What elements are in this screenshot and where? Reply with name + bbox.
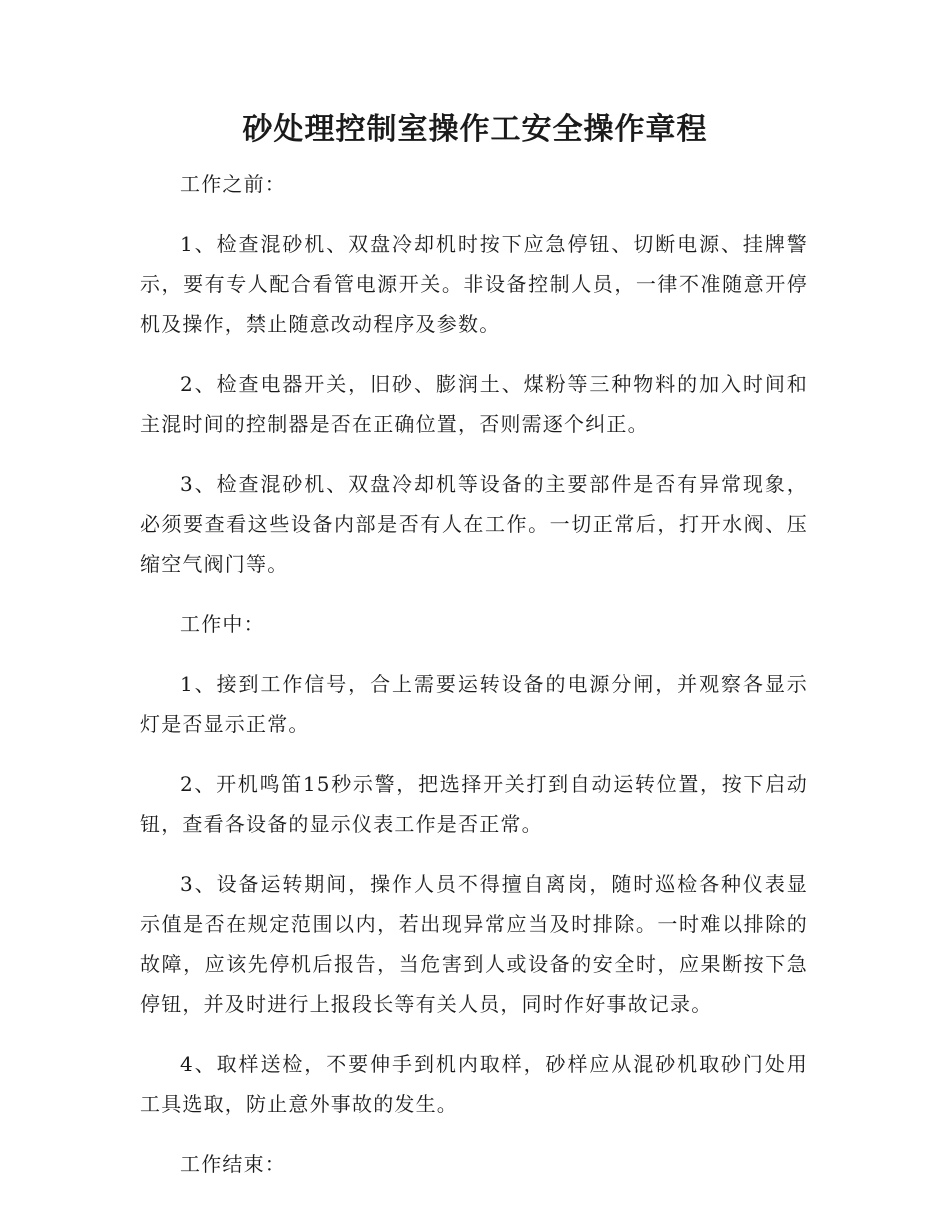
paragraph-during-3: 3、设备运转期间，操作人员不得擅自离岗，随时巡检各种仪表显示值是否在规定范围以内，若出现异常应当及时排除。一时难以排除的故障，应该先停机后报告，当危害到人或设备的安全时，应果断按下急停钮，并及时进行上报段长等有关人员，同时作好事故记录。	[140, 872, 808, 1016]
paragraph-during-1: 1、接到工作信号，合上需要运转设备的电源分闸，并观察各显示灯是否显示正常。	[140, 672, 808, 736]
paragraph-during-2: 2、开机鸣笛15秒示警，把选择开关打到自动运转位置，按下启动钮，查看各设备的显示仪表工作是否正常。	[140, 772, 808, 836]
section-heading-end-of-work: 工作结束：	[180, 1152, 286, 1176]
paragraph-before-3: 3、检查混砂机、双盘冷却机等设备的主要部件是否有异常现象，必须要查看这些设备内部是否有人在工作。一切正常后，打开水阀、压缩空气阀门等。	[140, 472, 808, 576]
section-heading-during-work: 工作中：	[180, 612, 265, 636]
paragraph-before-1: 1、检查混砂机、双盘冷却机时按下应急停钮、切断电源、挂牌警示，要有专人配合看管电源开关。非设备控制人员，一律不准随意开停机及操作，禁止随意改动程序及参数。	[140, 232, 808, 336]
document-body	[140, 164, 808, 1204]
paragraph-during-4: 4、取样送检，不要伸手到机内取样，砂样应从混砂机取砂门处用工具选取，防止意外事故的发生。	[140, 1052, 808, 1116]
document-title: 砂处理控制室操作工安全操作章程	[242, 112, 708, 147]
paragraph-before-2: 2、检查电器开关，旧砂、膨润土、煤粉等三种物料的加入时间和主混时间的控制器是否在正确位置，否则需逐个纠正。	[140, 372, 808, 436]
section-heading-before-work: 工作之前：	[180, 172, 286, 196]
